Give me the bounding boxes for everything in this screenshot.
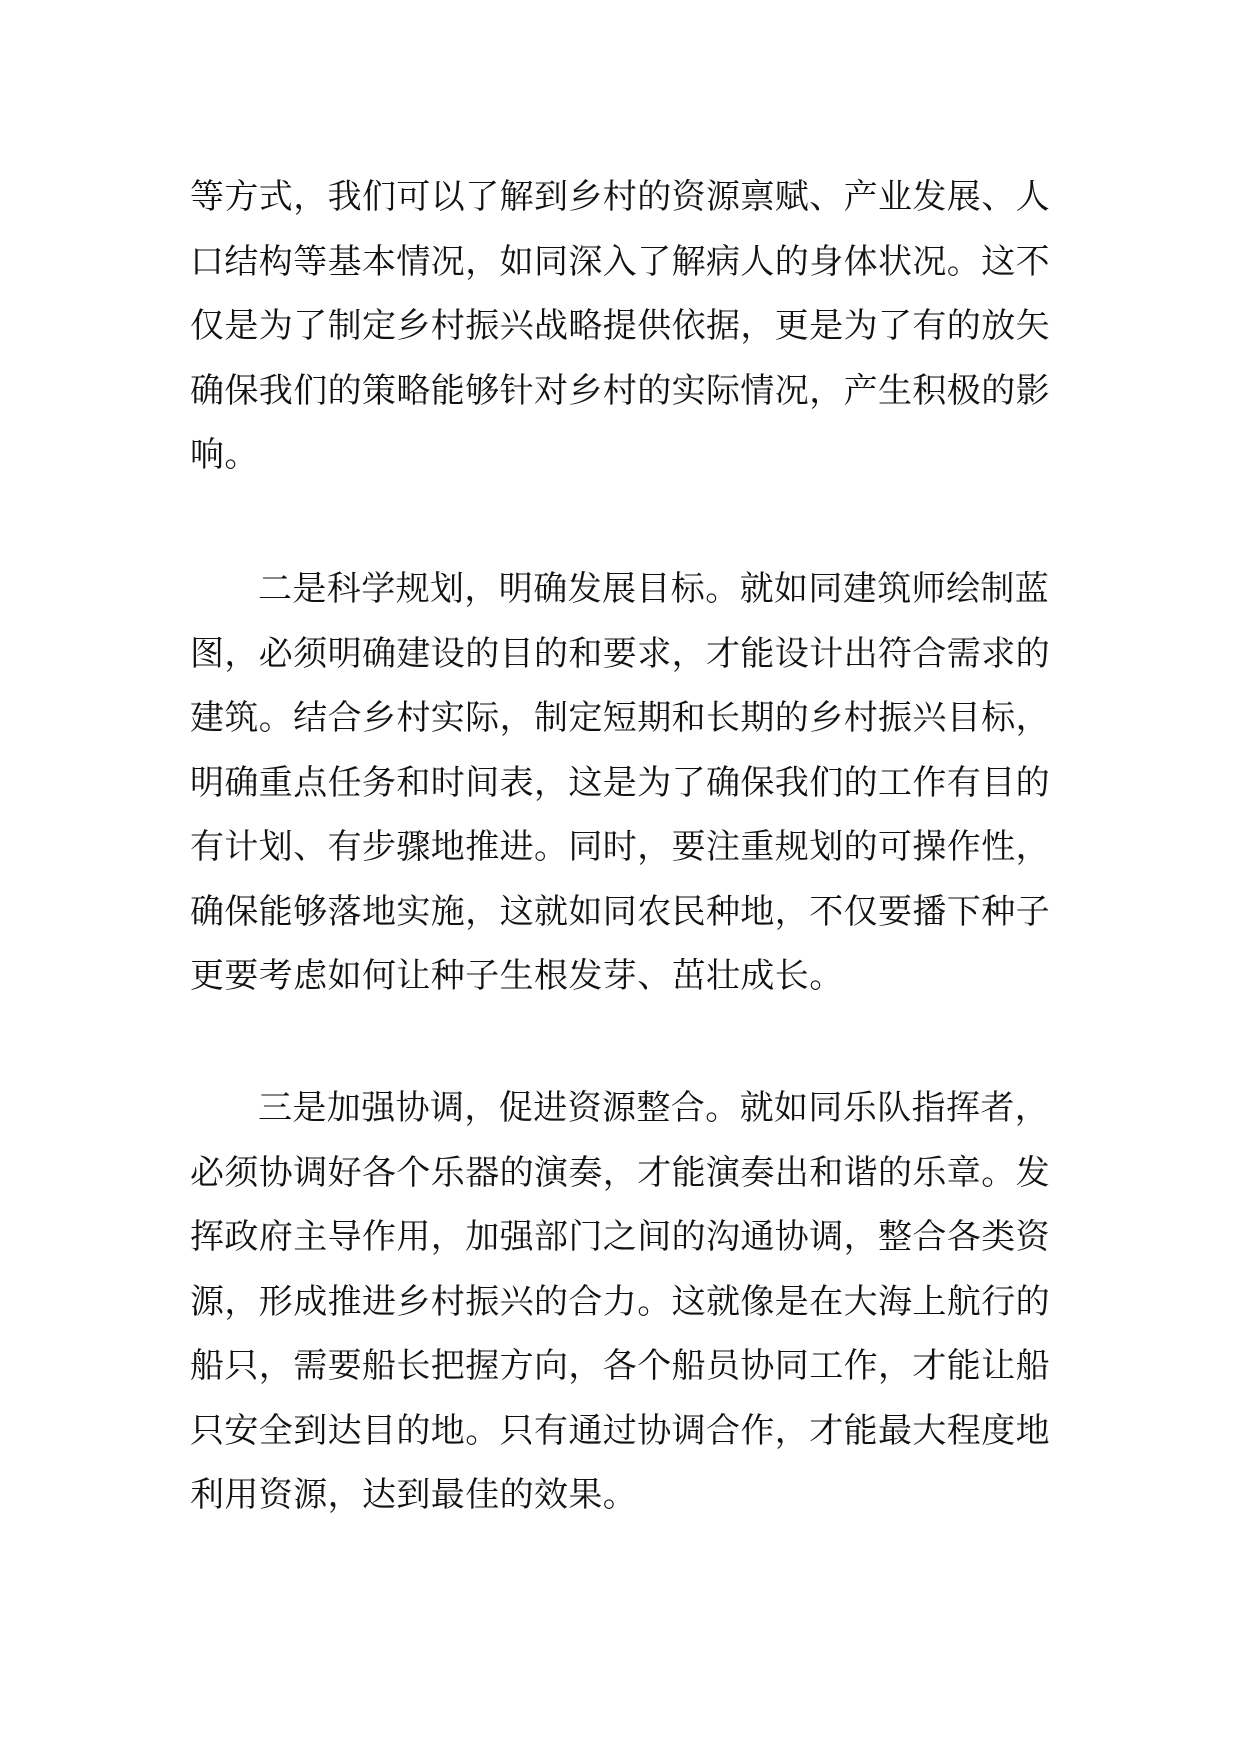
text-line: 建筑。结合乡村实际，制定短期和长期的乡村振兴目标， (190, 698, 1050, 738)
text-line: 源，形成推进乡村振兴的合力。这就像是在大海上航行的 (190, 1281, 1050, 1322)
text-line-first: 二是科学规划，明确发展目标。就如同建筑师绘制蓝 (258, 569, 1050, 609)
text-line: 确保能够落地实施，这就如同农民种地，不仅要播下种子 (190, 891, 1050, 932)
text-line: 只安全到达目的地。只有通过协调合作，才能最大程度地 (190, 1410, 1050, 1451)
text-line: 响。 (190, 435, 259, 475)
text-line: 有计划、有步骤地推进。同时，要注重规划的可操作性， (190, 827, 1050, 867)
text-line: 口结构等基本情况，如同深入了解病人的身体状况。这不 (190, 241, 1050, 282)
text-line-first: 三是加强协调，促进资源整合。就如同乐队指挥者， (258, 1088, 1050, 1128)
text-line: 挥政府主导作用，加强部门之间的沟通协调，整合各类资 (190, 1217, 1050, 1257)
text-line: 更要考虑如何让种子生根发芽、茁壮成长。 (190, 956, 844, 996)
text-line: 仅是为了制定乡村振兴战略提供依据，更是为了有的放矢 (190, 306, 1050, 346)
text-line: 图，必须明确建设的目的和要求，才能设计出符合需求的 (190, 633, 1050, 674)
paragraph-planning (190, 557, 1060, 1009)
paragraph-coordination (190, 1076, 1060, 1528)
text-line: 船只，需要船长把握方向，各个船员协同工作，才能让船 (190, 1346, 1050, 1386)
text-line: 确保我们的策略能够针对乡村的实际情况，产生积极的影 (190, 370, 1050, 411)
paragraph-continued (190, 165, 1060, 488)
text-line: 等方式，我们可以了解到乡村的资源禀赋、产业发展、人 (190, 177, 1050, 217)
text-line: 明确重点任务和时间表，这是为了确保我们的工作有目的 (190, 762, 1050, 803)
text-line: 利用资源，达到最佳的效果。 (190, 1475, 638, 1515)
text-line: 必须协调好各个乐器的演奏，才能演奏出和谐的乐章。发 (190, 1152, 1050, 1193)
